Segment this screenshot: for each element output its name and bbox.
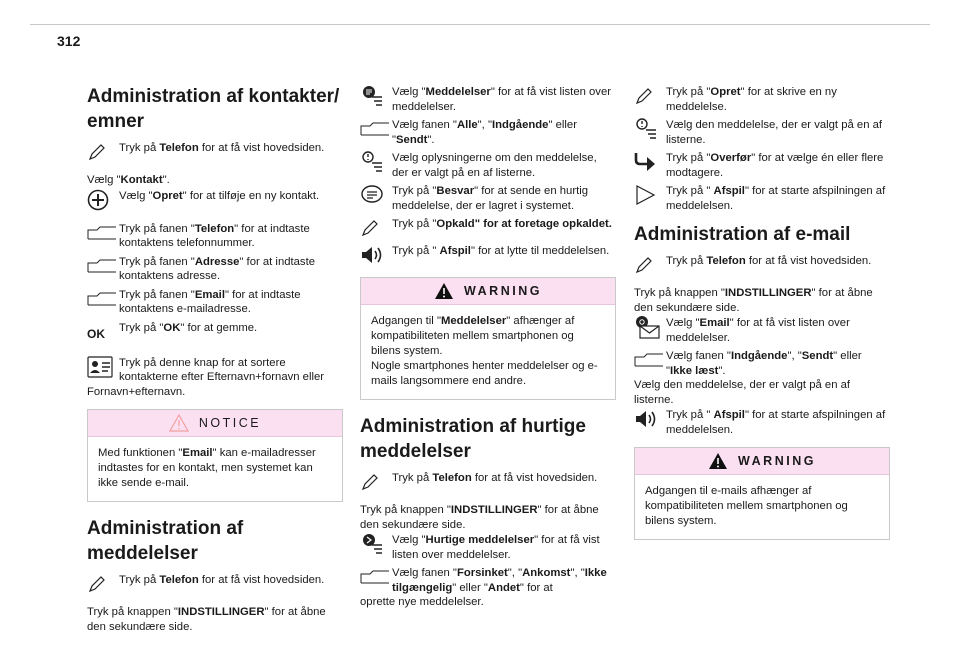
step-settings: Tryk på knappen "INDSTILLINGER" for at åbne den sekundære side. bbox=[87, 606, 326, 633]
step-messages: Vælg "Meddelelser" for at få vist listen over meddelelser. bbox=[360, 84, 616, 114]
column-2 bbox=[360, 84, 616, 614]
step-save: OK Tryk på "OK" for at gemme. bbox=[87, 320, 343, 346]
plus-circle-icon bbox=[87, 188, 119, 212]
warning-box-1 bbox=[360, 277, 616, 400]
pencil-icon bbox=[360, 216, 392, 240]
step-quick-tabs-cont: oprette nye meddelelser. bbox=[360, 596, 484, 608]
step-tab-all: Vælg fanen "Alle", "Indgående" eller "Sendt". bbox=[360, 117, 616, 147]
step-quick-messages: Vælg "Hurtige meddelelser" for at få vist listen over meddelelser. bbox=[360, 532, 616, 562]
top-rule bbox=[30, 24, 930, 25]
step-compose: Tryk på "Opret" for at skrive en ny meddelelse. bbox=[634, 84, 890, 114]
column-3 bbox=[634, 84, 890, 554]
step-play-2: Tryk på " Afspil" for at starte afspilningen af meddelelsen. bbox=[634, 183, 890, 213]
heading-messages: Administration af meddelelser bbox=[87, 518, 244, 564]
message-icon bbox=[360, 84, 392, 108]
pencil-icon bbox=[87, 140, 119, 164]
step-open-phone-2: Tryk på Telefon for at få vist hovedsiden. bbox=[87, 572, 343, 596]
tab-icon bbox=[360, 565, 392, 589]
details-list-icon bbox=[360, 150, 392, 174]
step-reply: Tryk på "Besvar" for at sende en hurtig meddelelse, der er lagret i systemet. bbox=[360, 183, 616, 213]
pencil-icon bbox=[634, 84, 666, 108]
heading-contacts: Administration af kontakter/ emner bbox=[87, 86, 340, 132]
step-select-email: Vælg den meddelelse, der er valgt på en af listerne. bbox=[634, 379, 851, 406]
tab-icon bbox=[87, 287, 119, 311]
pencil-icon bbox=[360, 470, 392, 494]
step-email: Vælg "Email" for at få vist listen over meddelelser. bbox=[634, 315, 890, 345]
warning-box-2 bbox=[634, 447, 890, 540]
warning-title: WARNING bbox=[464, 284, 542, 298]
warning-icon bbox=[434, 282, 454, 300]
tab-icon bbox=[87, 254, 119, 278]
warning-title: WARNING bbox=[738, 454, 816, 468]
play-icon bbox=[634, 183, 666, 207]
notice-title: NOTICE bbox=[198, 416, 262, 430]
warning-text: Adgangen til "Meddelelser" afhænger af kompatibiliteten mellem smartphonen og bilens system. Nogle smartphones henter meddelelser og e-mails langsommere end andre. bbox=[371, 315, 598, 387]
step-sort-cont: Fornavn+efternavn. bbox=[87, 385, 186, 398]
column-1 bbox=[87, 84, 343, 638]
step-tab-address: Tryk på fanen "Adresse" for at indtaste kontaktens adresse. bbox=[87, 254, 343, 284]
warning-text: Adgangen til e-mails afhænger af kompatibiliteten mellem smartphonen og bilens system. bbox=[645, 485, 848, 527]
tab-icon bbox=[634, 348, 666, 372]
forward-icon bbox=[634, 150, 666, 174]
step-create-contact: Vælg "Opret" for at tilføje en ny kontakt. bbox=[87, 188, 343, 212]
tab-icon bbox=[360, 117, 392, 141]
step-forward: Tryk på "Overfør" for at vælge én eller flere modtagere. bbox=[634, 150, 890, 180]
warning-icon bbox=[708, 452, 728, 470]
step-settings-3: Tryk på knappen "INDSTILLINGER" for at åbne den sekundære side. bbox=[634, 287, 873, 314]
heading-quick-messages: Administration af hurtige meddelelser bbox=[360, 416, 586, 462]
step-tab-email: Tryk på fanen "Email" for at indtaste kontaktens e-mailadresse. bbox=[87, 287, 343, 317]
step-select-message: Vælg den meddelelse, der er valgt på en af listerne. bbox=[634, 117, 890, 147]
step-open-phone-3: Tryk på Telefon for at få vist hovedsiden. bbox=[360, 470, 616, 494]
step-sort: Tryk på denne knap for at sortere kontakterne efter Efternavn+fornavn eller bbox=[87, 355, 343, 385]
step-settings-2: Tryk på knappen "INDSTILLINGER" for at åbne den sekundære side. bbox=[360, 504, 599, 531]
speaker-icon bbox=[634, 407, 666, 431]
details-list-icon bbox=[634, 117, 666, 141]
tab-icon bbox=[87, 221, 119, 245]
quick-message-icon bbox=[360, 532, 392, 556]
step-play-3: Tryk på " Afspil" for at starte afspilningen af meddelelsen. bbox=[634, 407, 890, 437]
heading-email: Administration af e-mail bbox=[634, 224, 851, 245]
quick-reply-icon bbox=[360, 183, 392, 207]
step-quick-tabs: Vælg fanen "Forsinket", "Ankomst", "Ikke tilgængelig" eller "Andet" for at bbox=[360, 565, 616, 595]
notice-text: Med funktionen "Email" kan e-mailadresser indtastes for en kontakt, men systemet kan ikke sende e-mail. bbox=[98, 447, 316, 489]
notice-icon bbox=[169, 414, 189, 432]
email-icon bbox=[634, 315, 666, 339]
step-details: Vælg oplysningerne om den meddelelse, der er valgt på en af listerne. bbox=[360, 150, 616, 180]
step-play: Tryk på " Afspil" for at lytte til meddelelsen. bbox=[360, 243, 616, 267]
step-tab-phone: Tryk på fanen "Telefon" for at indtaste kontaktens telefonnummer. bbox=[87, 221, 343, 251]
step-select-contact: Vælg "Kontakt". bbox=[87, 174, 170, 186]
step-call: Tryk på "Opkald" for at foretage opkaldet. bbox=[360, 216, 616, 240]
step-open-phone-4: Tryk på Telefon for at få vist hovedsiden. bbox=[634, 253, 890, 277]
ok-label: OK bbox=[87, 326, 105, 341]
sort-contacts-icon bbox=[87, 355, 119, 379]
step-open-phone: Tryk på Telefon for at få vist hovedsiden. bbox=[87, 140, 343, 164]
step-email-tabs: Vælg fanen "Indgående", "Sendt" eller "Ikke læst". bbox=[634, 348, 890, 378]
pencil-icon bbox=[87, 572, 119, 596]
notice-box bbox=[87, 409, 343, 502]
speaker-icon bbox=[360, 243, 392, 267]
page-number: 312 bbox=[57, 33, 81, 49]
pencil-icon bbox=[634, 253, 666, 277]
